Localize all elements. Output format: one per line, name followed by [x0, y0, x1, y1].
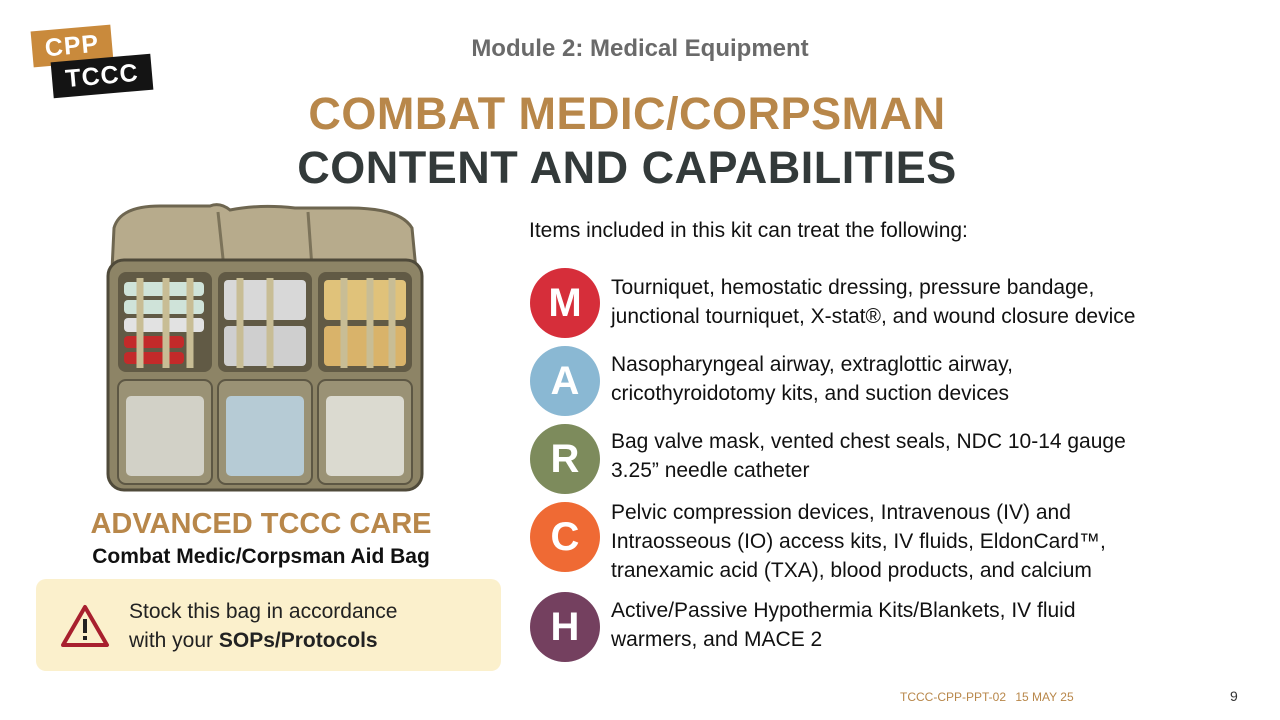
letter-badge-h: H — [530, 592, 600, 662]
letter-badge-r: R — [530, 424, 600, 494]
notice-line2-bold: SOPs/Protocols — [218, 629, 378, 652]
item-line: Active/Passive Hypothermia Kits/Blankets, IV fluid — [611, 599, 1076, 622]
aid-bag-image — [100, 198, 430, 496]
notice-text — [129, 597, 489, 655]
notice-line1: Stock this bag in accordance — [129, 600, 398, 623]
item-line: 3.25” needle catheter — [611, 459, 810, 482]
march-text-m — [611, 273, 1231, 331]
item-line: Intraosseous (IO) access kits, IV fluids, EldonCard™, — [611, 530, 1106, 553]
logo-tccc: TCCC — [51, 54, 154, 99]
item-line: warmers, and MACE 2 — [611, 628, 823, 651]
item-line: Tourniquet, hemostatic dressing, pressure bandage, — [611, 276, 1095, 299]
stock-notice — [36, 579, 501, 671]
march-text-c — [611, 498, 1231, 585]
module-label: Module 2: Medical Equipment — [471, 35, 809, 62]
letter-badge-m: M — [530, 268, 600, 338]
page-title-line2: CONTENT AND CAPABILITIES — [297, 142, 957, 193]
item-line: Bag valve mask, vented chest seals, NDC 10-14 gauge — [611, 430, 1126, 453]
doc-id: TCCC-CPP-PPT-02 — [900, 690, 1007, 704]
page-title-line1: COMBAT MEDIC/CORPSMAN — [308, 88, 946, 139]
logo-cpp: CPP — [31, 25, 114, 68]
letter-badge-a: A — [530, 346, 600, 416]
item-line: cricothyroidotomy kits, and suction devices — [611, 382, 1010, 405]
warning-triangle-icon — [60, 603, 110, 649]
care-title: ADVANCED TCCC CARE — [90, 508, 432, 540]
letter-badge-c: C — [530, 502, 600, 572]
doc-date: 15 MAY 25 — [1015, 690, 1074, 704]
footer — [900, 690, 1080, 704]
notice-line2 — [129, 626, 489, 655]
care-subtitle: Combat Medic/Corpsman Aid Bag — [92, 545, 430, 568]
item-line: Pelvic compression devices, Intravenous (IV) and — [611, 501, 1071, 524]
item-line: junctional tourniquet, X-stat®, and wound closure device — [611, 305, 1136, 328]
march-text-r — [611, 427, 1231, 485]
march-text-a — [611, 350, 1231, 408]
item-line: Nasopharyngeal airway, extraglottic airway, — [611, 353, 1013, 376]
item-line: tranexamic acid (TXA), blood products, and calcium — [611, 559, 1092, 582]
notice-line2-prefix: with your — [129, 629, 219, 652]
page-number: 9 — [1230, 688, 1238, 704]
kit-intro: Items included in this kit can treat the following: — [529, 219, 968, 242]
march-text-h — [611, 596, 1231, 654]
